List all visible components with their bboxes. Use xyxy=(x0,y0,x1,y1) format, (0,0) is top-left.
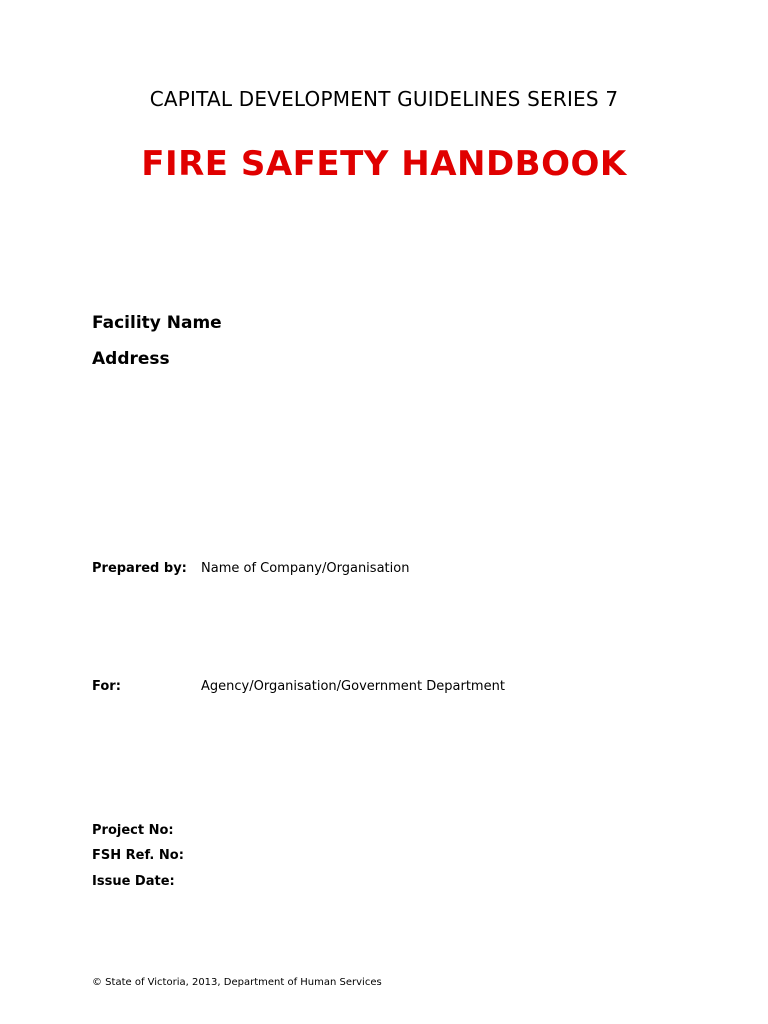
copyright-notice: © State of Victoria, 2013, Department of Human Services xyxy=(92,977,382,988)
prepared-by-label: Prepared by: xyxy=(92,561,187,576)
page-title: FIRE SAFETY HANDBOOK xyxy=(141,144,627,184)
project-no-label: Project No: xyxy=(92,823,174,838)
for-label: For: xyxy=(92,679,121,694)
address: Address xyxy=(92,349,170,369)
issue-date-label: Issue Date: xyxy=(92,874,175,889)
prepared-by-value: Name of Company/Organisation xyxy=(201,561,410,576)
series-title: CAPITAL DEVELOPMENT GUIDELINES SERIES 7 xyxy=(149,87,619,111)
for-value: Agency/Organisation/Government Department xyxy=(201,679,505,694)
fsh-ref-no-label: FSH Ref. No: xyxy=(92,848,184,863)
facility-name: Facility Name xyxy=(92,313,222,333)
